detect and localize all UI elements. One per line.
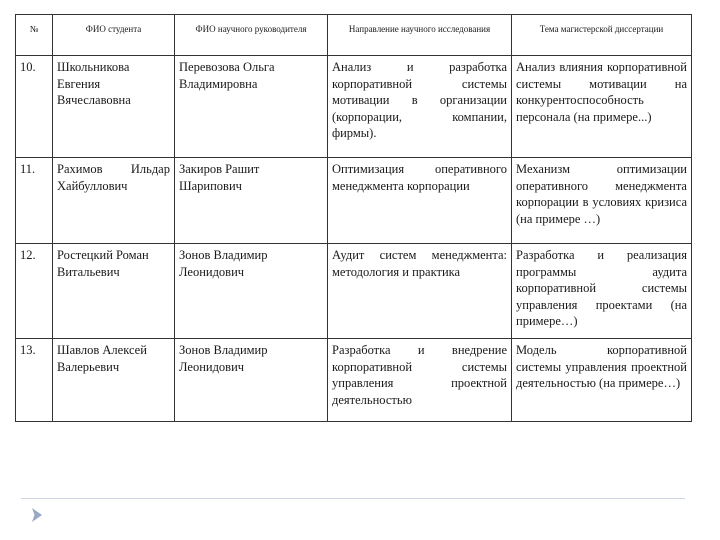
row-number: 12.	[16, 244, 53, 339]
student-name: Рахимов Ильдар Хайбуллович	[53, 158, 175, 244]
supervisor-name: Зонов Владимир Леонидович	[175, 244, 328, 339]
research-direction: Разработка и внедрение корпоративной системы управления проектной деятельностью	[328, 339, 512, 422]
student-name: Школьникова Евгения Вячеславовна	[53, 56, 175, 158]
header-direction: Направление научного исследования	[328, 15, 512, 56]
table-header-row	[16, 15, 692, 56]
research-direction: Оптимизация оперативного менеджмента корпорации	[328, 158, 512, 244]
supervisor-name: Зонов Владимир Леонидович	[175, 339, 328, 422]
students-table-wrapper	[15, 14, 691, 422]
table-row	[16, 158, 692, 244]
table-row	[16, 56, 692, 158]
slide-bullet-arrow-icon	[31, 507, 43, 523]
table-row	[16, 339, 692, 422]
thesis-topic: Модель корпоративной системы управления проектной деятельностью (на примере…)	[512, 339, 692, 422]
supervisor-name: Закиров Рашит Шарипович	[175, 158, 328, 244]
row-number: 11.	[16, 158, 53, 244]
header-supervisor: ФИО научного руководителя	[175, 15, 328, 56]
thesis-topic: Механизм оптимизации оперативного менеджмента корпорации в условиях кризиса (на примере …)	[512, 158, 692, 244]
student-name: Ростецкий Роман Витальевич	[53, 244, 175, 339]
student-name: Шавлов Алексей Валерьевич	[53, 339, 175, 422]
row-number: 13.	[16, 339, 53, 422]
supervisor-name: Перевозова Ольга Владимировна	[175, 56, 328, 158]
thesis-topic: Разработка и реализация программы аудита корпоративной системы управления проектами (на примере…)	[512, 244, 692, 339]
research-direction: Анализ и разработка корпоративной системы мотивации в организации (корпорации, компании, фирмы).	[328, 56, 512, 158]
header-number: №	[16, 15, 53, 56]
thesis-topic: Анализ влияния корпоративной системы мотивации на конкурентоспособность персонала (на примере...)	[512, 56, 692, 158]
research-direction: Аудит систем менеджмента: методология и практика	[328, 244, 512, 339]
row-number: 10.	[16, 56, 53, 158]
students-table	[15, 14, 692, 422]
table-row	[16, 244, 692, 339]
header-topic: Тема магистерской диссертации	[512, 15, 692, 56]
header-student: ФИО студента	[53, 15, 175, 56]
footer-divider	[21, 498, 685, 499]
